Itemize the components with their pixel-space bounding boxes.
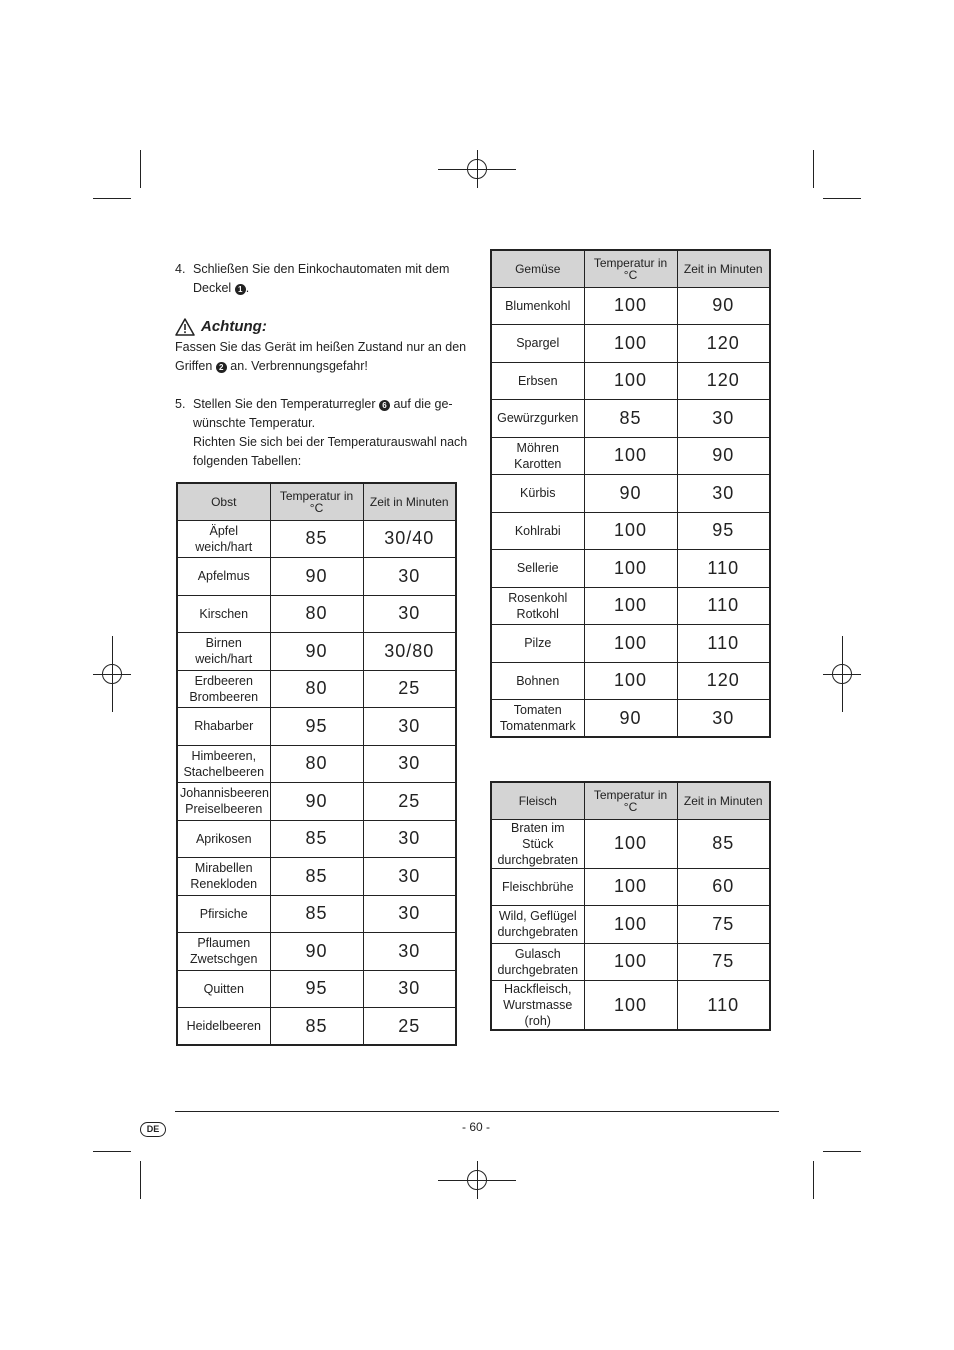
- temperature-cell: 80: [270, 745, 363, 783]
- time-cell: 30/80: [363, 633, 456, 671]
- step-text: Schließen Sie den Einkochautomaten mit dem: [193, 262, 450, 276]
- table-row: [491, 475, 770, 513]
- warning-text: Griffen: [175, 359, 213, 373]
- time-cell: 110: [677, 550, 770, 588]
- temperature-cell: 85: [270, 1008, 363, 1046]
- item-name-cell: Spargel: [491, 325, 584, 363]
- item-name-cell: Pilze: [491, 625, 584, 663]
- item-name-cell: Gulasch durchgebraten: [491, 943, 584, 981]
- language-badge: DE: [140, 1122, 166, 1137]
- time-cell: 95: [677, 512, 770, 550]
- table-header-cell: Zeit in Minuten: [363, 483, 456, 520]
- temperature-cell: 85: [270, 858, 363, 896]
- table-row: [491, 700, 770, 738]
- item-name-cell: Himbeeren, Stachelbeeren: [177, 745, 270, 783]
- item-name-cell: Heidelbeeren: [177, 1008, 270, 1046]
- table-header-cell: Obst: [177, 483, 270, 520]
- obst-table: [176, 482, 457, 1046]
- time-cell: 120: [677, 325, 770, 363]
- warning-triangle-icon: [175, 318, 195, 336]
- part-reference-icon: 1: [235, 284, 246, 295]
- item-name-cell: Möhren Karotten: [491, 437, 584, 475]
- item-name-cell: Kohlrabi: [491, 512, 584, 550]
- item-name-cell: Wild, Geflügel durchgebraten: [491, 906, 584, 944]
- temperature-cell: 85: [270, 820, 363, 858]
- temperature-cell: 95: [270, 708, 363, 746]
- part-reference-icon: 2: [216, 362, 227, 373]
- table-row: [491, 400, 770, 438]
- table-header-cell: Zeit in Minuten: [677, 782, 770, 819]
- table-row: [491, 325, 770, 363]
- time-cell: 30: [363, 933, 456, 971]
- time-cell: 120: [677, 662, 770, 700]
- table-row: [177, 895, 456, 933]
- time-cell: 30: [363, 820, 456, 858]
- warning-text: an. Verbrennungsgefahr!: [230, 359, 368, 373]
- table-row: [177, 708, 456, 746]
- temperature-cell: 90: [270, 633, 363, 671]
- time-cell: 75: [677, 906, 770, 944]
- time-cell: 110: [677, 981, 770, 1031]
- temperature-cell: 100: [584, 587, 677, 625]
- time-cell: 25: [363, 670, 456, 708]
- item-name-cell: Äpfel weich/hart: [177, 520, 270, 558]
- table-row: [491, 819, 770, 868]
- temperature-cell: 90: [270, 558, 363, 596]
- warning-block: [175, 303, 475, 376]
- time-cell: 25: [363, 783, 456, 821]
- time-cell: 110: [677, 587, 770, 625]
- table-row: [491, 587, 770, 625]
- temperature-cell: 100: [584, 662, 677, 700]
- item-name-cell: Bohnen: [491, 662, 584, 700]
- table-header-cell: Zeit in Minuten: [677, 250, 770, 287]
- table-row: [177, 970, 456, 1008]
- table-row: [491, 981, 770, 1031]
- temperature-cell: 100: [584, 512, 677, 550]
- table-row: [491, 662, 770, 700]
- temperature-cell: 80: [270, 595, 363, 633]
- table-row: [177, 595, 456, 633]
- time-cell: 90: [677, 287, 770, 325]
- time-cell: 30: [677, 400, 770, 438]
- time-cell: 30: [363, 595, 456, 633]
- item-name-cell: Erbsen: [491, 362, 584, 400]
- instruction-step-5: [175, 395, 475, 471]
- table-row: [491, 906, 770, 944]
- item-name-cell: Johannisbeeren Preiselbeeren: [177, 783, 270, 821]
- step-text: auf die ge-: [393, 397, 453, 411]
- time-cell: 90: [677, 437, 770, 475]
- table-row: [491, 362, 770, 400]
- table-row: [177, 670, 456, 708]
- step-text: Deckel: [193, 281, 232, 295]
- step-number: 5.: [175, 397, 186, 411]
- time-cell: 75: [677, 943, 770, 981]
- table-row: [177, 745, 456, 783]
- item-name-cell: Hackfleisch, Wurstmasse (roh): [491, 981, 584, 1031]
- temperature-cell: 90: [270, 933, 363, 971]
- temperature-cell: 100: [584, 981, 677, 1031]
- temperature-cell: 100: [584, 819, 677, 868]
- item-name-cell: Blumenkohl: [491, 287, 584, 325]
- temperature-cell: 90: [584, 475, 677, 513]
- warning-text: Fassen Sie das Gerät im heißen Zustand nur an den: [175, 340, 467, 354]
- item-name-cell: Kirschen: [177, 595, 270, 633]
- table-row: [177, 520, 456, 558]
- step-text: Stellen Sie den Temperaturregler: [193, 397, 376, 411]
- part-reference-icon: 6: [379, 400, 390, 411]
- page-number: - 60 -: [461, 1120, 490, 1134]
- item-name-cell: Rhabarber: [177, 708, 270, 746]
- fleisch-table: [490, 781, 771, 1031]
- table-row: [491, 287, 770, 325]
- time-cell: 30: [363, 745, 456, 783]
- item-name-cell: Erdbeeren Brombeeren: [177, 670, 270, 708]
- table-header-cell: Temperatur in °C: [584, 250, 677, 287]
- temperature-cell: 100: [584, 906, 677, 944]
- time-cell: 30: [363, 708, 456, 746]
- table-row: [491, 512, 770, 550]
- table-row: [491, 550, 770, 588]
- step-text: folgenden Tabellen:: [193, 454, 302, 468]
- warning-title: Achtung:: [201, 318, 267, 335]
- time-cell: 120: [677, 362, 770, 400]
- table-header-cell: Temperatur in °C: [270, 483, 363, 520]
- item-name-cell: Pflaumen Zwetschgen: [177, 933, 270, 971]
- item-name-cell: Mirabellen Renekloden: [177, 858, 270, 896]
- footer-divider: [175, 1111, 779, 1112]
- temperature-cell: 100: [584, 943, 677, 981]
- time-cell: 60: [677, 868, 770, 906]
- table-row: [177, 858, 456, 896]
- table-row: [491, 868, 770, 906]
- table-row: [177, 933, 456, 971]
- time-cell: 30: [363, 858, 456, 896]
- table-row: [177, 558, 456, 596]
- time-cell: 85: [677, 819, 770, 868]
- item-name-cell: Tomaten Tomatenmark: [491, 700, 584, 738]
- temperature-cell: 100: [584, 325, 677, 363]
- table-header-cell: Gemüse: [491, 250, 584, 287]
- table-row: [177, 1008, 456, 1046]
- item-name-cell: Braten im Stück durchgebraten: [491, 819, 584, 868]
- item-name-cell: Pfirsiche: [177, 895, 270, 933]
- table-row: [177, 820, 456, 858]
- table-row: [177, 633, 456, 671]
- item-name-cell: Aprikosen: [177, 820, 270, 858]
- instruction-step-4: 4. Schließen Sie den Einkochautomaten mit dem Deckel 1 .: [175, 260, 475, 298]
- temperature-cell: 90: [584, 700, 677, 738]
- temperature-cell: 90: [270, 783, 363, 821]
- time-cell: 30: [677, 475, 770, 513]
- table-row: [491, 437, 770, 475]
- item-name-cell: Birnen weich/hart: [177, 633, 270, 671]
- time-cell: 30/40: [363, 520, 456, 558]
- time-cell: 30: [363, 970, 456, 1008]
- time-cell: 30: [363, 895, 456, 933]
- table-header-cell: Fleisch: [491, 782, 584, 819]
- step-text: wünschte Temperatur.: [193, 416, 316, 430]
- table-row: [491, 943, 770, 981]
- temperature-cell: 100: [584, 550, 677, 588]
- temperature-cell: 100: [584, 625, 677, 663]
- temperature-cell: 80: [270, 670, 363, 708]
- item-name-cell: Quitten: [177, 970, 270, 1008]
- temperature-cell: 85: [584, 400, 677, 438]
- step-text: Richten Sie sich bei der Temperaturauswahl nach: [193, 435, 468, 449]
- item-name-cell: Rosenkohl Rotkohl: [491, 587, 584, 625]
- temperature-cell: 100: [584, 437, 677, 475]
- temperature-cell: 85: [270, 520, 363, 558]
- temperature-cell: 100: [584, 868, 677, 906]
- temperature-cell: 100: [584, 287, 677, 325]
- step-number: 4.: [175, 262, 186, 276]
- table-header-cell: Temperatur in °C: [584, 782, 677, 819]
- table-row: [177, 783, 456, 821]
- item-name-cell: Kürbis: [491, 475, 584, 513]
- temperature-cell: 85: [270, 895, 363, 933]
- time-cell: 110: [677, 625, 770, 663]
- temperature-cell: 100: [584, 362, 677, 400]
- time-cell: 30: [677, 700, 770, 738]
- temperature-cell: 95: [270, 970, 363, 1008]
- table-row: [491, 625, 770, 663]
- item-name-cell: Sellerie: [491, 550, 584, 588]
- item-name-cell: Fleischbrühe: [491, 868, 584, 906]
- time-cell: 25: [363, 1008, 456, 1046]
- item-name-cell: Apfelmus: [177, 558, 270, 596]
- item-name-cell: Gewürzgurken: [491, 400, 584, 438]
- gemuese-table: [490, 249, 771, 738]
- time-cell: 30: [363, 558, 456, 596]
